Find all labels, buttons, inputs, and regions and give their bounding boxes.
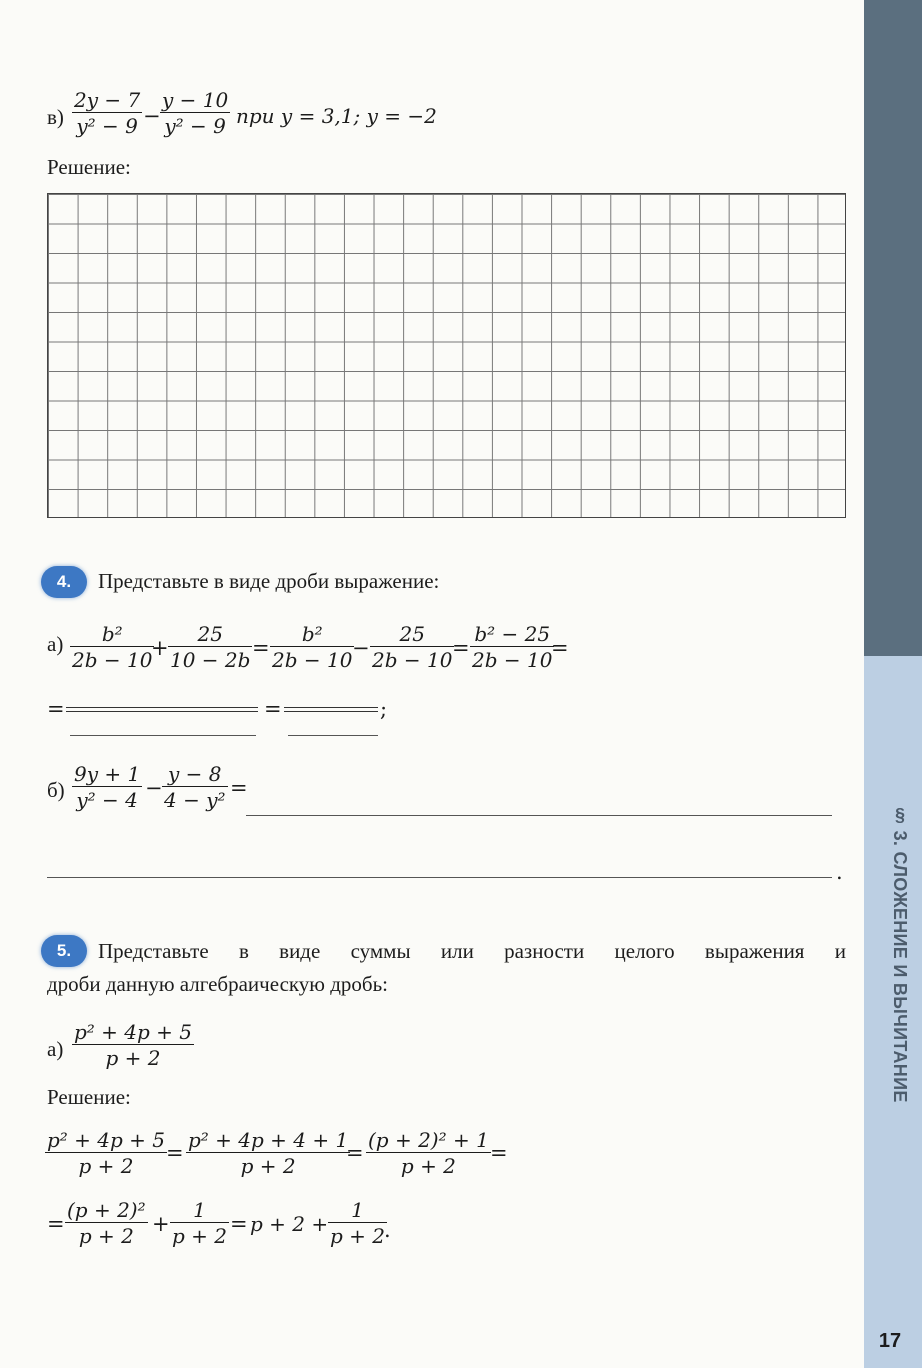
task-number-badge: 5. xyxy=(41,935,87,967)
denominator: p + 2 xyxy=(45,1152,167,1178)
equals-sign: = xyxy=(166,1141,184,1165)
task-number-badge: 4. xyxy=(41,566,87,598)
task4a-fraction-5 xyxy=(470,622,554,672)
solution-label: Решение: xyxy=(47,155,131,179)
denominator: 2b − 10 xyxy=(472,648,553,672)
denominator: p + 2 xyxy=(186,1152,350,1178)
numerator: 9y + 1 xyxy=(74,762,141,786)
task3v-label: в) xyxy=(47,105,64,129)
solution-fraction-5 xyxy=(170,1198,229,1248)
denominator: p + 2 xyxy=(366,1152,491,1178)
numerator: p² + 4p + 5 xyxy=(74,1020,193,1044)
denominator: p + 2 xyxy=(330,1224,385,1248)
answer-fraction-bar-2[interactable] xyxy=(284,707,378,712)
equals-sign: = xyxy=(452,636,470,660)
numerator: 2y − 7 xyxy=(74,88,141,112)
period: . xyxy=(384,1218,391,1242)
numerator: 25 xyxy=(197,622,223,646)
solution-label: Решение: xyxy=(47,1085,131,1109)
minus-sign: − xyxy=(352,636,370,660)
task5a-label: а) xyxy=(47,1037,64,1061)
denominator: 2b − 10 xyxy=(272,648,353,672)
numerator: (p + 2)² + 1 xyxy=(368,1128,489,1152)
equals-sign: = xyxy=(252,636,270,660)
solution-fraction-4 xyxy=(65,1198,148,1248)
task4b-label: б) xyxy=(47,778,65,802)
denominator: p + 2 xyxy=(72,1044,194,1070)
numerator: 1 xyxy=(193,1198,206,1222)
numerator: p² + 4p + 5 xyxy=(47,1128,166,1152)
task4a-fraction-3 xyxy=(270,622,354,672)
task5-text-line-1: Представьте в виде суммы или разности целого выражения и xyxy=(98,939,846,963)
numerator: y − 10 xyxy=(162,88,229,112)
task4b-fraction-2 xyxy=(162,762,228,812)
numerator: (p + 2)² xyxy=(67,1198,146,1222)
task4-text: Представьте в виде дроби выражение: xyxy=(98,569,440,593)
answer-line-2[interactable] xyxy=(47,877,832,878)
numerator: b² xyxy=(101,622,123,646)
numerator: b² − 25 xyxy=(474,622,551,646)
section-title: § 3. СЛОЖЕНИЕ И ВЫЧИТАНИЕ xyxy=(890,805,910,1103)
plus-sign: + xyxy=(152,1212,170,1236)
equals-sign: = xyxy=(47,697,65,721)
semicolon: ; xyxy=(380,697,388,721)
task4b-fraction-1 xyxy=(72,762,142,812)
answer-fraction-bar-1[interactable] xyxy=(66,707,258,712)
denominator: y² − 9 xyxy=(72,112,142,138)
page-number: 17 xyxy=(878,1330,902,1352)
denominator: 4 − y² xyxy=(164,788,226,812)
plus-sign: + xyxy=(151,636,169,660)
denominator: 10 − 2b xyxy=(170,648,251,672)
equals-sign: = xyxy=(551,636,569,660)
period: . xyxy=(836,860,843,884)
task4a-label: а) xyxy=(47,632,64,656)
denominator: p + 2 xyxy=(65,1222,148,1248)
answer-denominator-line-2[interactable] xyxy=(288,735,378,736)
solution-fraction-6 xyxy=(328,1198,387,1248)
equals-sign: = xyxy=(346,1141,364,1165)
integer-part: p + 2 + xyxy=(250,1212,329,1236)
answer-line-1[interactable] xyxy=(246,815,832,816)
minus-sign: − xyxy=(145,776,163,800)
task3v-fraction-1 xyxy=(72,88,142,138)
numerator: y − 8 xyxy=(168,762,222,786)
numerator: b² xyxy=(301,622,323,646)
task5a-fraction xyxy=(72,1020,194,1070)
solution-fraction-2 xyxy=(186,1128,350,1178)
task4a-fraction-1 xyxy=(70,622,154,672)
solution-fraction-1 xyxy=(45,1128,167,1178)
equals-sign: = xyxy=(47,1212,65,1236)
equals-sign: = xyxy=(490,1141,508,1165)
task4a-fraction-2 xyxy=(168,622,252,672)
sidebar-dark-band xyxy=(864,0,922,656)
task4a-fraction-4 xyxy=(370,622,454,672)
numerator: p² + 4p + 4 + 1 xyxy=(188,1128,349,1152)
denominator: 2b − 10 xyxy=(372,648,453,672)
denominator: y² − 4 xyxy=(72,786,142,812)
numerator: 1 xyxy=(351,1198,364,1222)
equals-sign: = xyxy=(230,776,248,800)
answer-denominator-line-1[interactable] xyxy=(70,735,256,736)
denominator: y² − 9 xyxy=(160,112,230,138)
minus-sign: − xyxy=(143,104,161,128)
denominator: p + 2 xyxy=(172,1224,227,1248)
denominator: 2b − 10 xyxy=(72,648,153,672)
solution-grid[interactable] xyxy=(47,193,846,518)
task3v-fraction-2 xyxy=(160,88,230,138)
task5-text-line-2: дроби данную алгебраическую дробь: xyxy=(47,972,389,996)
solution-fraction-3 xyxy=(366,1128,491,1178)
equals-sign: = xyxy=(264,697,282,721)
numerator: 25 xyxy=(399,622,425,646)
task3v-condition: при y = 3,1; y = −2 xyxy=(236,104,437,128)
equals-sign: = xyxy=(230,1212,248,1236)
